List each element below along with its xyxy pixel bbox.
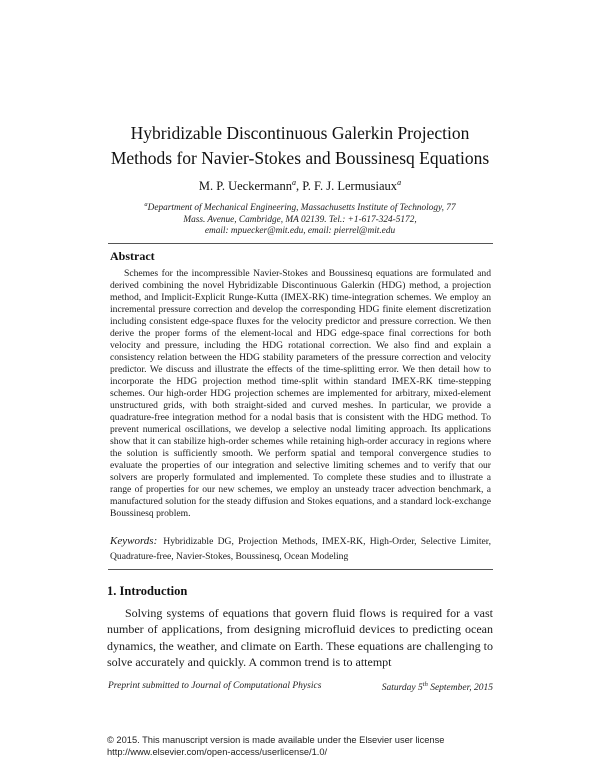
author-separator: ,	[295, 179, 303, 194]
abstract-heading: Abstract	[110, 249, 155, 263]
title-line-1: Hybridizable Discontinuous Galerkin Projection	[130, 123, 470, 143]
keywords-text: Hybridizable DG, Projection Methods, IMEX-RK, High-Order, Selective Limiter, Quadrature-free, Navier-Stokes, Boussinesq, Ocean Modeling	[110, 536, 491, 562]
license-line-1: © 2015. This manuscript version is made available under the Elsevier user license	[107, 735, 445, 745]
author-name: M. P. Ueckermann	[198, 179, 292, 194]
paper-title	[60, 121, 540, 171]
abstract-bottom-rule	[108, 569, 493, 570]
affiliation-mark: a	[144, 201, 148, 208]
affiliation-line-3: email: mpuecker@mit.edu, email: pierrel@mit.edu	[204, 226, 396, 237]
abstract-text: Schemes for the incompressible Navier-Stokes and Boussinesq equations are formulated and derived combining the novel Hybridizable Discontinuous Galerkin (HDG) method, a projection method, and Implicit-Explicit Runge-Kutta (IMEX-RK) time-integration schemes. We employ an incremental pressure correction and develop the corresponding HDG finite element discretization including consistent edge-space fluxes for the velocity predictor and pressure correction. We then derive the proper forms of the element-local and HDG edge-space final corrections for both velocity and pressure, including the HDG rotational correction. We also find and explain a consistency relation between the HDG stability parameters of the pressure correction and velocity predictor. We discuss and illustrate the effects of the time-splitting error. We then detail how to incorporate the HDG projection method time-split within standard IMEX-RK time-stepping schemes. Our high-order HDG projection schemes are implemented for arbitrary, mixed-element unstructured grids, with both straight-sided and curved meshes. In particular, we provide a quadrature-free integration method for a nodal basis that is consistent with the HDG method. To prevent numerical oscillations, we develop a selective nodal limiting approach. Its applications show that it can stabilize high-order schemes while retaining high-order accuracy in regions where the solution is sufficiently smooth. We perform spatial and temporal convergence studies to evaluate the properties of our integration and selective limiting schemes and to verify that our solvers are properly formulated and implemented. To complete these studies and to illustrate a range of properties for our new schemes, we employ an unsteady tracer advection benchmark, a manufactured solution for the steady diffusion and Stokes equations, and a standard lock-exchange Boussinesq problem.	[110, 268, 491, 519]
author-list	[60, 178, 540, 194]
introduction-text: Solving systems of equations that govern fluid flows is required for a vast number of applications, from designing microfluid devices to predicting ocean dynamics, the weather, and climate on Earth. These equations are challenging to solve accurately and quickly. A common trend is to attempt	[107, 606, 493, 669]
keywords	[110, 534, 491, 564]
title-line-2: Methods for Navier-Stokes and Boussinesq Equations	[110, 148, 490, 168]
affiliation	[100, 199, 500, 238]
date-prefix: Saturday 5	[381, 683, 423, 694]
preprint-note: Preprint submitted to Journal of Computational Physics	[108, 681, 322, 691]
affiliation-line-1: Department of Mechanical Engineering, Massachusetts Institute of Technology, 77	[147, 203, 456, 214]
section-heading: 1. Introduction	[107, 584, 188, 598]
license-notice	[107, 734, 444, 759]
author-affiliation-mark: a	[291, 178, 296, 187]
keywords-label: Keywords:	[110, 535, 158, 547]
abstract-top-rule	[108, 243, 493, 244]
date-suffix: September, 2015	[427, 683, 493, 694]
author-name: P. F. J. Lermusiaux	[302, 179, 398, 194]
license-url[interactable]: http://www.elsevier.com/open-access/userlicense/1.0/	[107, 747, 328, 758]
date-ordinal: th	[422, 681, 428, 688]
author-affiliation-mark: a	[397, 178, 402, 187]
affiliation-line-2: Mass. Avenue, Cambridge, MA 02139. Tel.: +1-617-324-5172,	[183, 214, 417, 225]
preprint-date	[382, 681, 493, 693]
